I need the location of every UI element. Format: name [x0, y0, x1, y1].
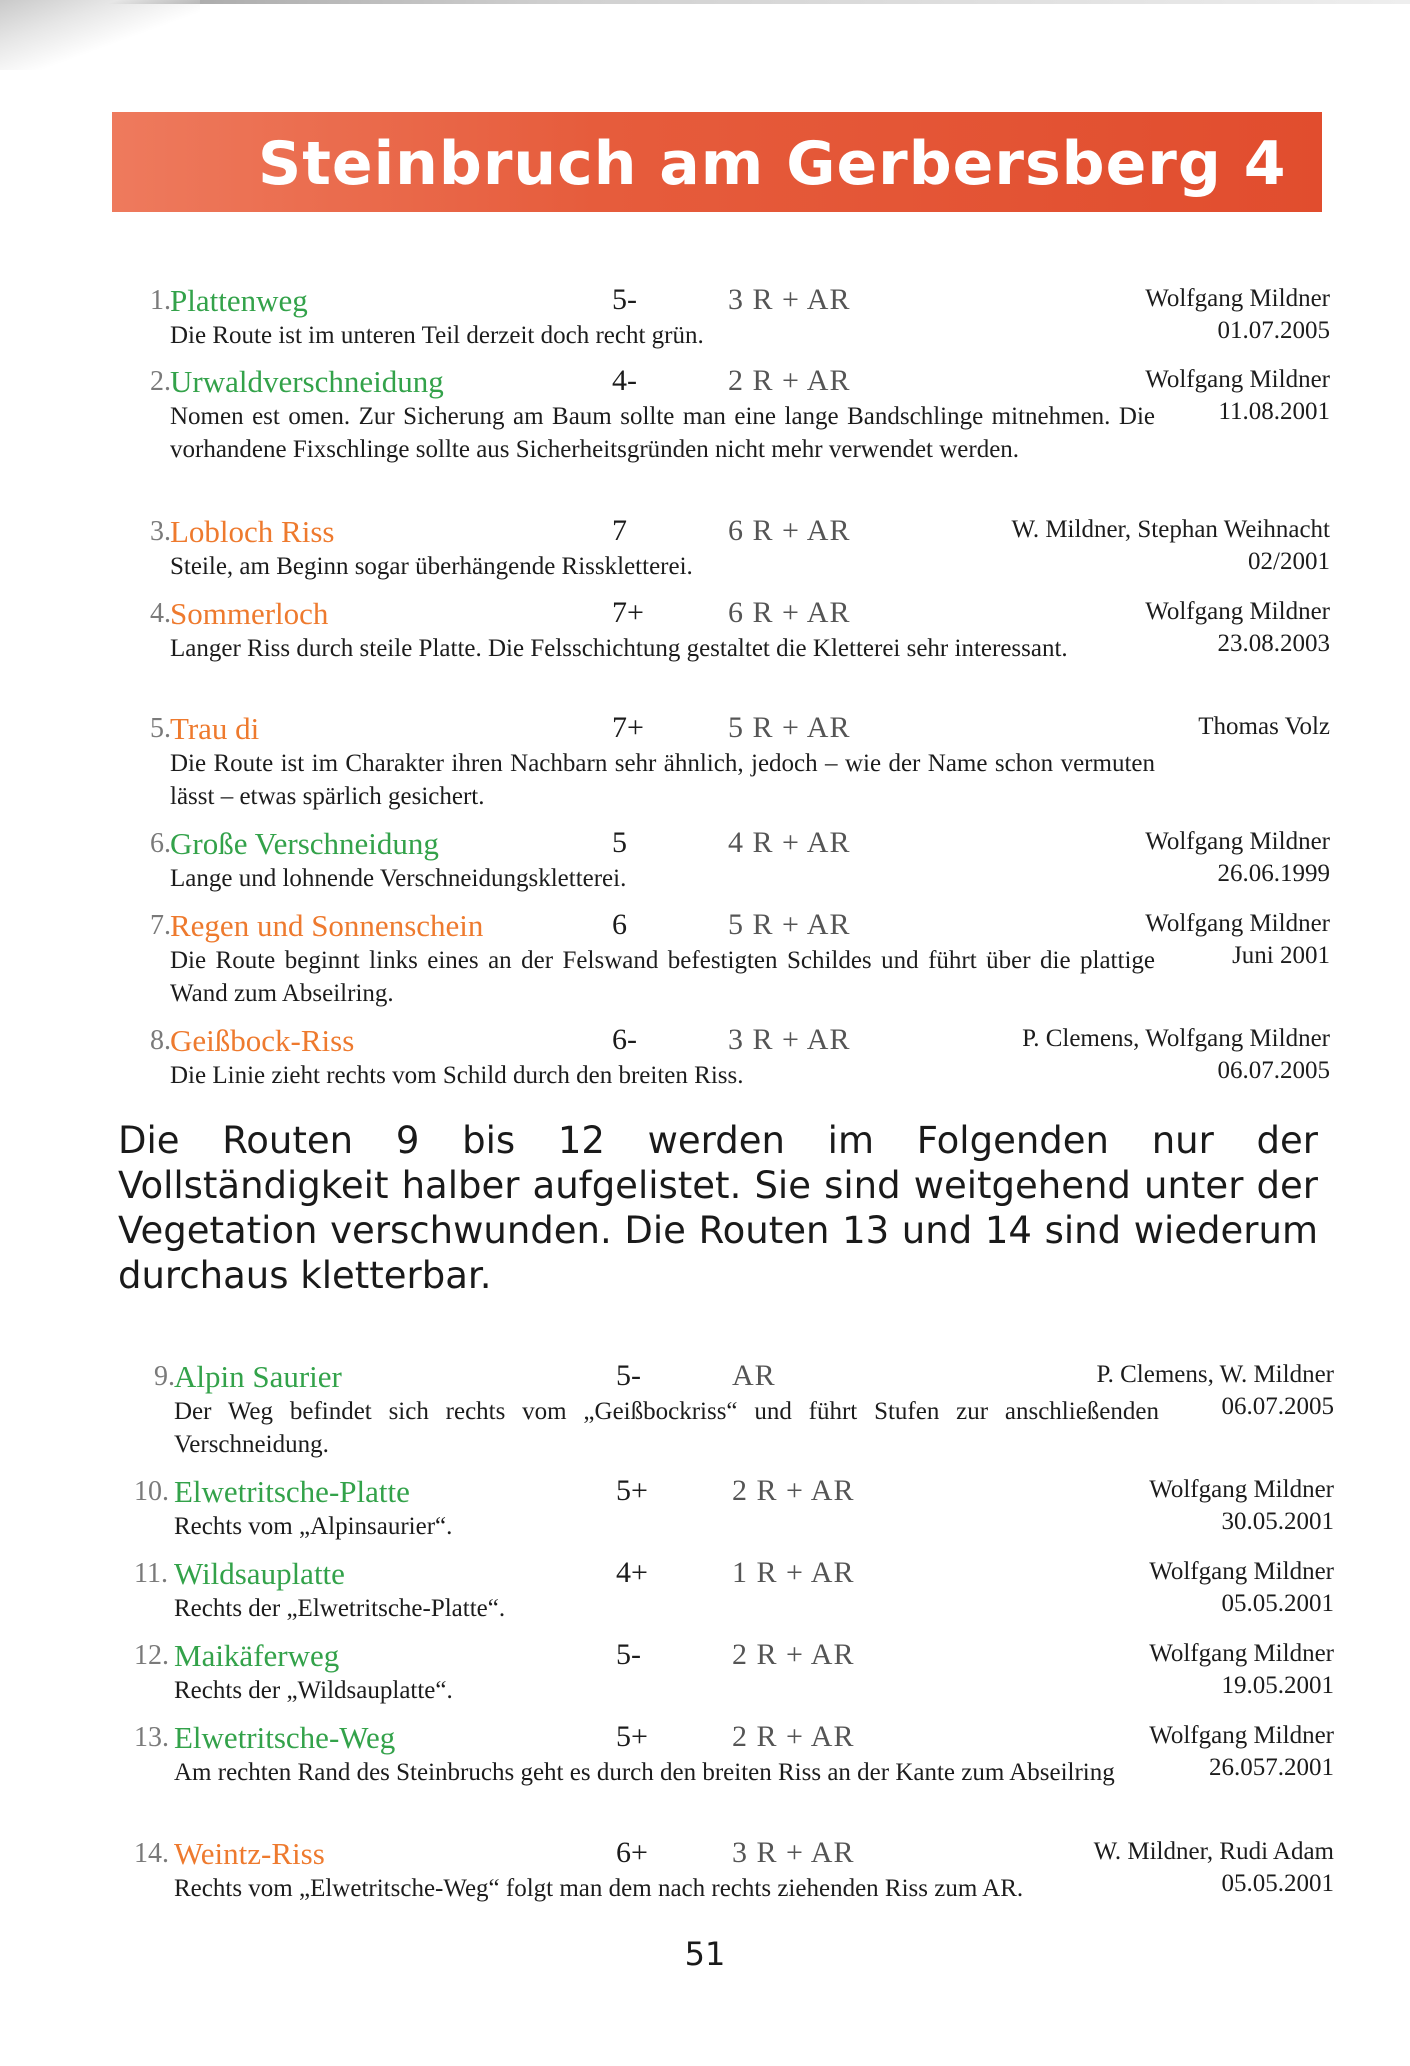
route-number: 1. — [150, 285, 171, 316]
route-date: 30.05.2001 — [1221, 1508, 1334, 1535]
route-description: Der Weg befindet sich rechts vom „Geißbockriss“ und führt Stufen zur anschließenden Verschneidung. — [174, 1398, 1159, 1458]
route-bolts: 6 R + AR — [728, 596, 851, 629]
route-bolts: 2 R + AR — [728, 364, 851, 397]
route-number: 2. — [150, 366, 171, 397]
route-bolts: 3 R + AR — [728, 283, 851, 316]
route-grade: 4- — [612, 364, 637, 397]
route-bolts: 2 R + AR — [732, 1720, 855, 1753]
route-author: Wolfgang Mildner — [1145, 285, 1330, 312]
route-bolts: 5 R + AR — [728, 908, 851, 941]
route-description: Rechts vom „Alpinsaurier“. — [174, 1513, 453, 1540]
route-date: 01.07.2005 — [1217, 317, 1330, 344]
route-bolts: 6 R + AR — [728, 514, 851, 547]
route-grade: 6- — [612, 1023, 637, 1056]
route-date: 06.07.2005 — [1217, 1057, 1330, 1084]
route-number: 4. — [150, 598, 171, 629]
route-number: 5. — [150, 713, 171, 744]
route-date: 23.08.2003 — [1217, 630, 1330, 657]
route-description: Die Route ist im Charakter ihren Nachbarn sehr ähnlich, jedoch – wie der Name schon vermuten lässt – etwas spärlich gesichert. — [170, 750, 1155, 810]
route-description: Rechts vom „Elwetritsche-Weg“ folgt man dem nach rechts ziehenden Riss zum AR. — [174, 1875, 1024, 1902]
route-date: 05.05.2001 — [1221, 1870, 1334, 1897]
route-name: Weintz-Riss — [174, 1836, 325, 1871]
route-bolts: 4 R + AR — [728, 826, 851, 859]
route-author: W. Mildner, Rudi Adam — [1093, 1838, 1334, 1865]
route-number: 10. — [134, 1476, 169, 1507]
route-description: Die Route ist im unteren Teil derzeit doch recht grün. — [170, 322, 704, 349]
route-name: Elwetritsche-Platte — [174, 1474, 410, 1509]
route-grade: 5+ — [616, 1474, 648, 1507]
route-grade: 7+ — [612, 596, 644, 629]
route-author: Wolfgang Mildner — [1145, 910, 1330, 937]
route-number: 6. — [150, 828, 171, 859]
route-name: Sommerloch — [170, 596, 329, 631]
route-description: Steile, am Beginn sogar überhängende Risskletterei. — [170, 553, 693, 580]
route-date: 06.07.2005 — [1221, 1393, 1334, 1420]
route-grade: 6+ — [616, 1836, 648, 1869]
route-number: 9. — [154, 1361, 175, 1392]
route-name: Lobloch Riss — [170, 514, 335, 549]
route-grade: 5- — [616, 1638, 641, 1671]
route-date: 26.057.2001 — [1209, 1754, 1334, 1781]
route-bolts: 1 R + AR — [732, 1556, 855, 1589]
route-name: Alpin Saurier — [174, 1359, 342, 1394]
route-number: 8. — [150, 1025, 171, 1056]
route-author: Wolfgang Mildner — [1145, 366, 1330, 393]
route-name: Trau di — [170, 711, 260, 746]
route-date: 02/2001 — [1248, 548, 1330, 575]
route-date: Juni 2001 — [1232, 942, 1330, 969]
route-author: Wolfgang Mildner — [1145, 828, 1330, 855]
route-description: Langer Riss durch steile Platte. Die Felsschichtung gestaltet die Kletterei sehr interessant. — [170, 635, 1068, 662]
route-date: 19.05.2001 — [1221, 1672, 1334, 1699]
route-name: Regen und Sonnenschein — [170, 908, 484, 943]
route-name: Elwetritsche-Weg — [174, 1720, 396, 1755]
route-name: Plattenweg — [170, 283, 308, 318]
route-author: P. Clemens, W. Mildner — [1096, 1361, 1334, 1388]
route-description: Rechts der „Elwetritsche-Platte“. — [174, 1595, 506, 1622]
route-number: 14. — [134, 1838, 169, 1869]
route-name: Große Verschneidung — [170, 826, 439, 861]
route-bolts: 2 R + AR — [732, 1474, 855, 1507]
route-author: Thomas Volz — [1198, 713, 1330, 740]
route-description: Lange und lohnende Verschneidungskletterei. — [170, 865, 627, 892]
route-description: Rechts der „Wildsauplatte“. — [174, 1677, 453, 1704]
route-author: Wolfgang Mildner — [1149, 1640, 1334, 1667]
route-date: 11.08.2001 — [1218, 398, 1330, 425]
route-author: P. Clemens, Wolfgang Mildner — [1022, 1025, 1330, 1052]
route-bolts: AR — [732, 1359, 776, 1392]
route-grade: 7+ — [612, 711, 644, 744]
route-description: Die Linie zieht rechts vom Schild durch den breiten Riss. — [170, 1062, 744, 1089]
route-grade: 4+ — [616, 1556, 648, 1589]
route-number: 13. — [134, 1722, 169, 1753]
page-title: Steinbruch am Gerbersberg 4 — [258, 129, 1287, 199]
route-number: 11. — [134, 1558, 168, 1589]
route-grade: 5+ — [616, 1720, 648, 1753]
route-bolts: 2 R + AR — [732, 1638, 855, 1671]
intro-paragraph: Die Routen 9 bis 12 werden im Folgenden nur der Vollständigkeit halber aufgelistet. Sie sind weitgehend unter der Vegetation verschwunden. Die Routen 13 und 14 sind wiederum durchaus kletterbar. — [118, 1119, 1318, 1297]
route-author: W. Mildner, Stephan Weihnacht — [1011, 516, 1330, 543]
route-author: Wolfgang Mildner — [1149, 1722, 1334, 1749]
route-grade: 5 — [612, 826, 627, 859]
route-number: 7. — [150, 910, 171, 941]
route-description: Die Route beginnt links eines an der Felswand befestigten Schildes und führt über die plattige Wand zum Abseilring. — [170, 947, 1155, 1007]
route-bolts: 3 R + AR — [732, 1836, 855, 1869]
route-author: Wolfgang Mildner — [1145, 598, 1330, 625]
route-date: 05.05.2001 — [1221, 1590, 1334, 1617]
route-description: Am rechten Rand des Steinbruchs geht es durch den breiten Riss an der Kante zum Abseilring — [174, 1759, 1115, 1786]
page-edge-shadow — [0, 0, 1410, 4]
route-number: 3. — [150, 516, 171, 547]
route-grade: 7 — [612, 514, 627, 547]
route-description: Nomen est omen. Zur Sicherung am Baum sollte man eine lange Bandschlinge mitnehmen. Die vorhandene Fixschlinge sollte aus Sicherheitsgründen nicht mehr verwendet werden. — [170, 403, 1155, 463]
route-grade: 5- — [612, 283, 637, 316]
route-grade: 5- — [616, 1359, 641, 1392]
route-number: 12. — [134, 1640, 169, 1671]
route-bolts: 3 R + AR — [728, 1023, 851, 1056]
page-number: 51 — [684, 1935, 726, 1973]
route-bolts: 5 R + AR — [728, 711, 851, 744]
route-author: Wolfgang Mildner — [1149, 1558, 1334, 1585]
page-corner-shadow — [0, 0, 200, 70]
route-name: Maikäferweg — [174, 1638, 340, 1673]
route-grade: 6 — [612, 908, 627, 941]
route-name: Geißbock-Riss — [170, 1023, 355, 1058]
route-name: Urwaldverschneidung — [170, 364, 444, 399]
route-name: Wildsauplatte — [174, 1556, 345, 1591]
route-author: Wolfgang Mildner — [1149, 1476, 1334, 1503]
route-date: 26.06.1999 — [1217, 860, 1330, 887]
